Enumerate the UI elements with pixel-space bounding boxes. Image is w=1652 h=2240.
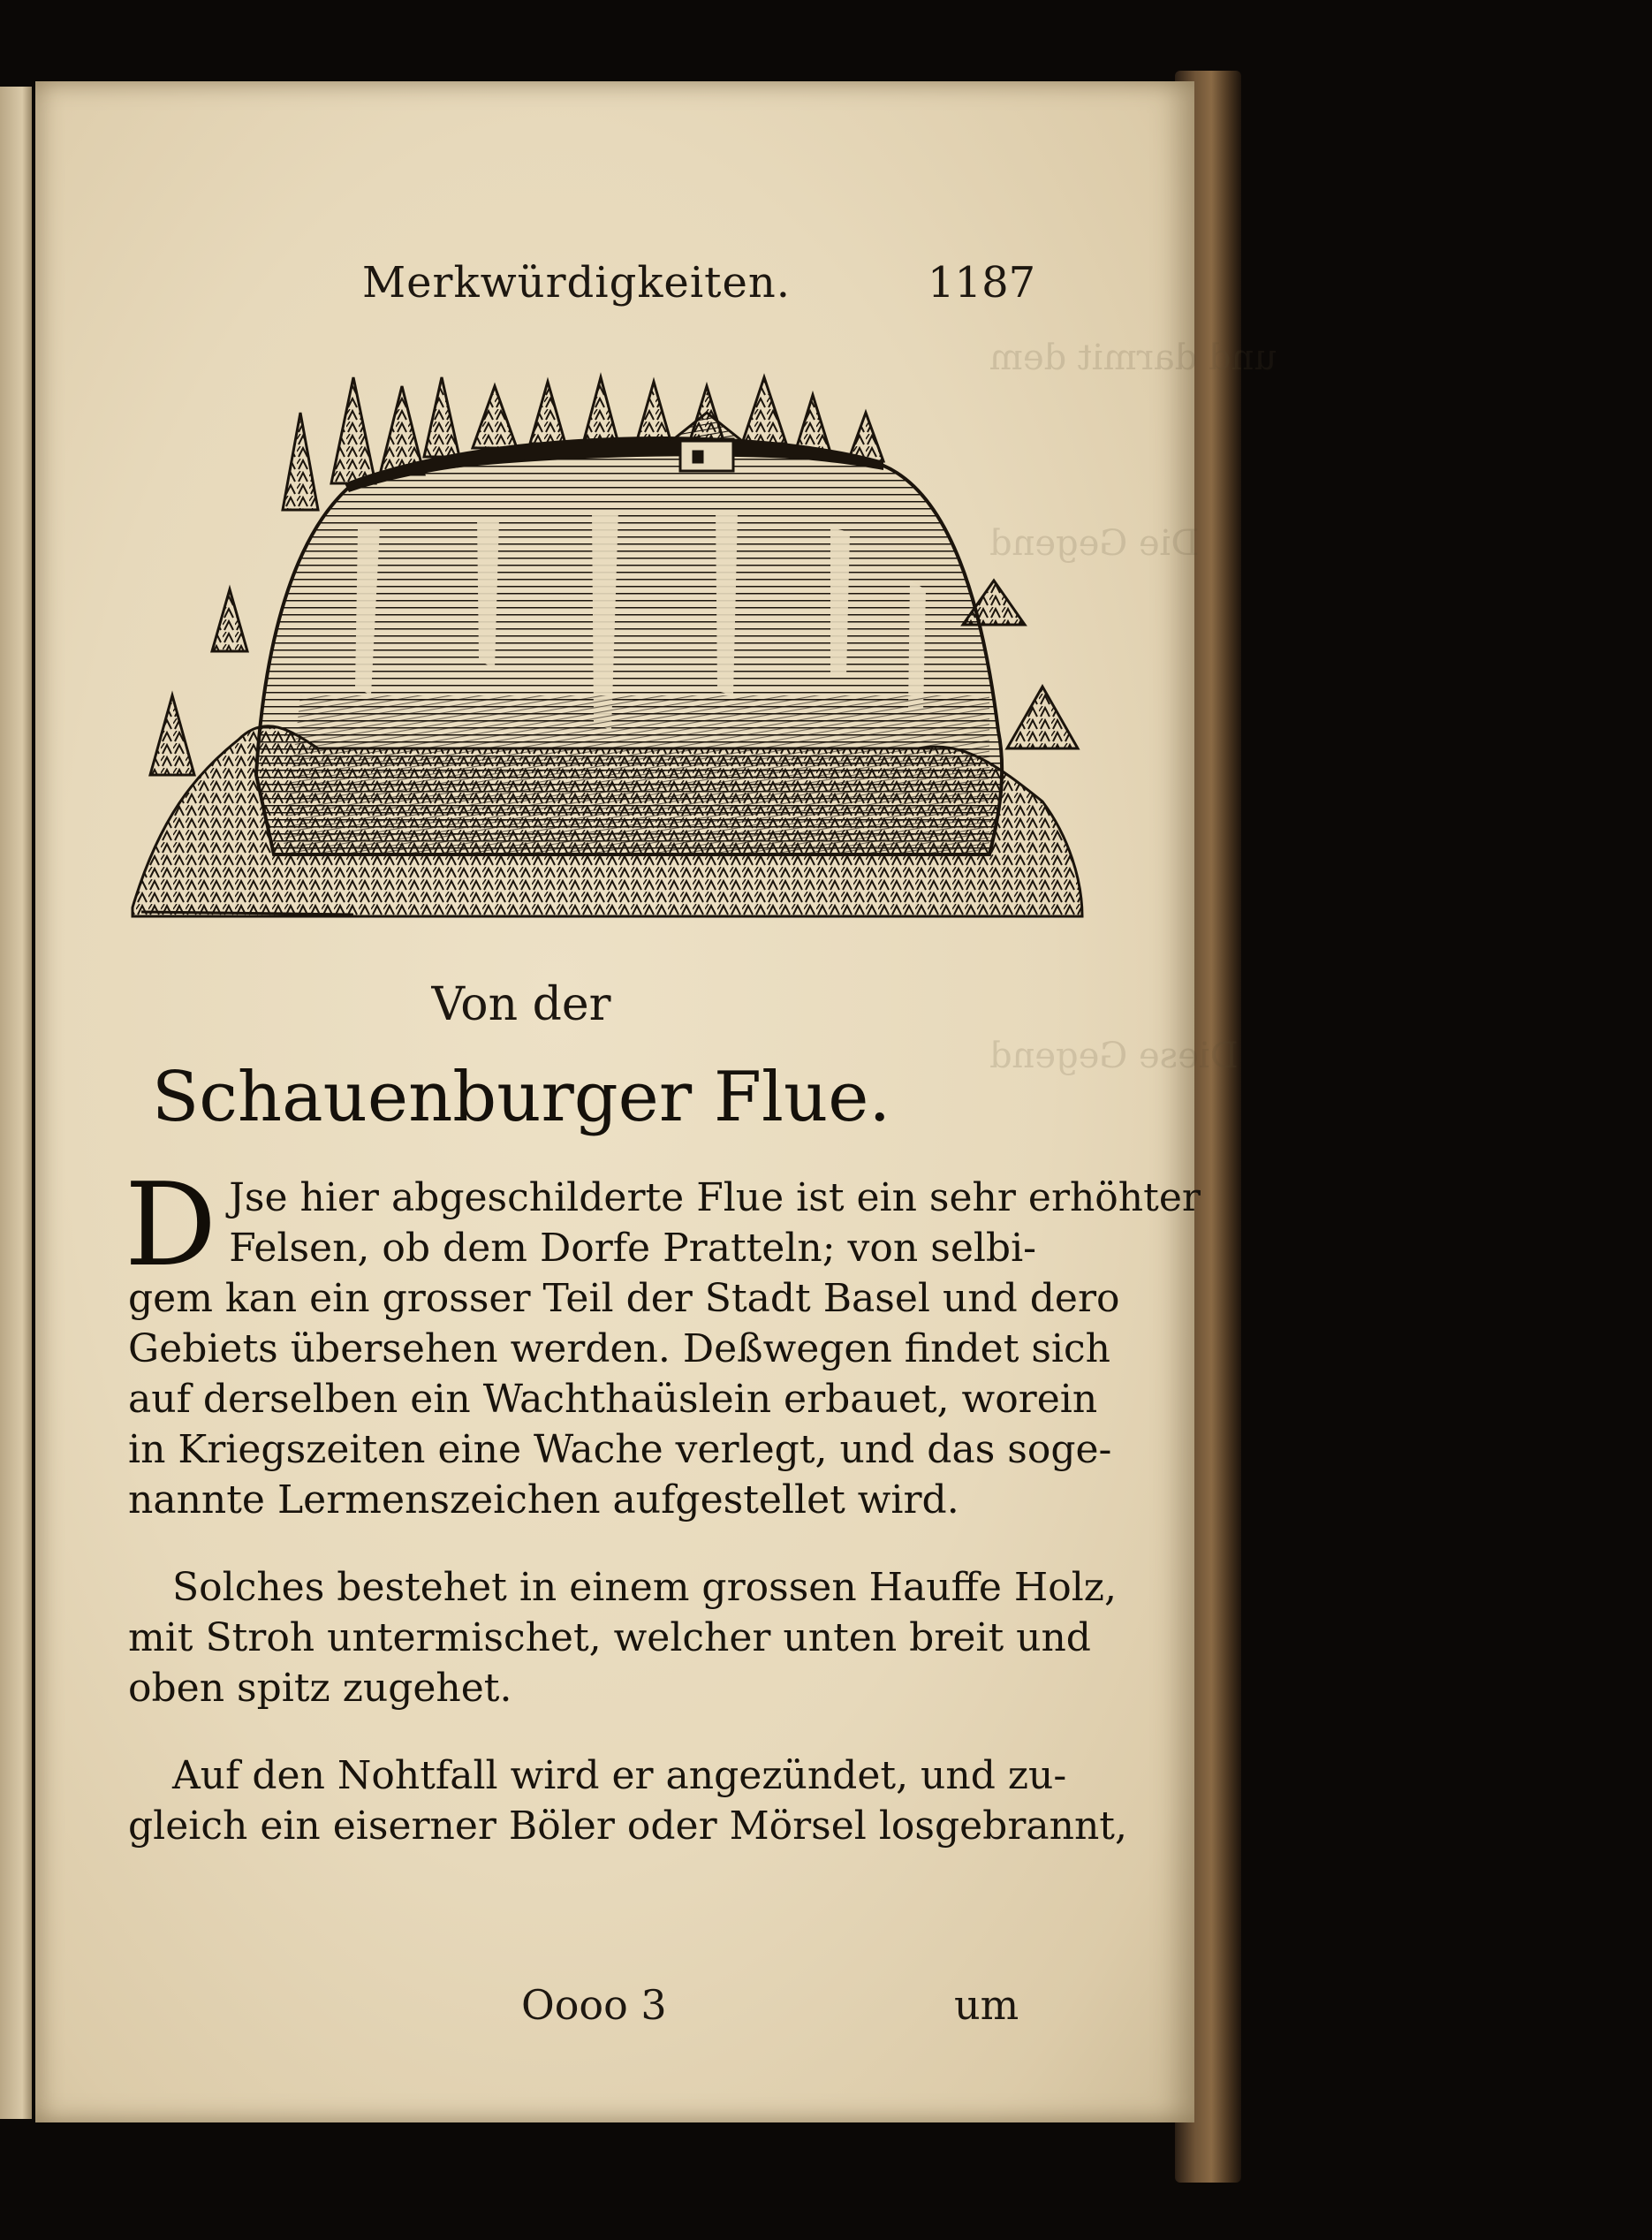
page-number: 1187	[928, 258, 1036, 308]
page-header	[35, 258, 1194, 311]
page-footer	[35, 1981, 1194, 2034]
heading-title: Schauenburger Flue.	[151, 1058, 891, 1137]
text-line: Auf den Nohtfall wird er angezündet, und zu-	[172, 1753, 1067, 1798]
text-line: Gebiets übersehen werden. Deßwegen findet sich	[128, 1326, 1110, 1371]
text-line: Felsen, ob dem Dorfe Pratteln; von selbi-	[229, 1226, 1037, 1271]
text-line: in Kriegszeiten eine Wache verlegt, und das soge-	[128, 1427, 1112, 1472]
text-line: mit Stroh untermischet, welcher unten breit und	[128, 1615, 1091, 1660]
text-line: gleich ein eiserner Böler oder Mörsel losgebrannt,	[128, 1803, 1127, 1849]
body-text	[125, 1158, 1201, 1888]
drop-cap: D	[125, 1158, 217, 1292]
text-line: auf derselben ein Wachthaüslein erbauet, worein	[128, 1377, 1098, 1422]
text-line: oben spitz zugehet.	[128, 1666, 512, 1711]
running-title: Merkwürdigkeiten.	[362, 258, 792, 308]
book-page: und darmit dem Die Gegend Diese Gegend Merkwürdigkeiten. 1187 Von der Schauenburger Flue. D Jse hier abgeschilderte Flue ist ein sehr erhöhter Felsen, ob dem Dorfe Pratteln; von selbi- gem kan ein grosser Teil der Stadt Basel und dero Gebiets übersehen werden. Deßwegen findet sich auf derselben ein Wachthaüslein erbauet, worein in Kriegszeiten eine Wache verlegt, und das soge- nannte Lermenszeichen aufgestellet wird. Solches bestehet in einem grossen Hauffe Holz, mit Stroh untermischet, welcher unten breit und oben spitz zugehet. Auf den Nohtfall wird er angezündet, und zu- gleich ein eiserner Böler oder Mörsel losgebrannt, Oooo 3 um	[35, 81, 1194, 2122]
catchword: um	[954, 1981, 1019, 2029]
text-line: gem kan ein grosser Teil der Stadt Basel und dero	[128, 1276, 1120, 1321]
text-line: Solches bestehet in einem grossen Hauffe Holz,	[172, 1565, 1117, 1610]
paragraph-1	[125, 1158, 1201, 1525]
text-line: nannte Lermenszeichen aufgestellet wird.	[128, 1477, 959, 1522]
woodcut-cliff-icon	[124, 360, 1087, 925]
paragraph-2	[128, 1562, 1117, 1713]
paragraph-3	[128, 1750, 1127, 1851]
signature-mark: Oooo 3	[521, 1981, 667, 2029]
heading-subtitle: Von der	[431, 978, 611, 1031]
previous-page-edge	[0, 87, 32, 2119]
text-line: Jse hier abgeschilderte Flue ist ein sehr erhöhter	[229, 1175, 1201, 1220]
